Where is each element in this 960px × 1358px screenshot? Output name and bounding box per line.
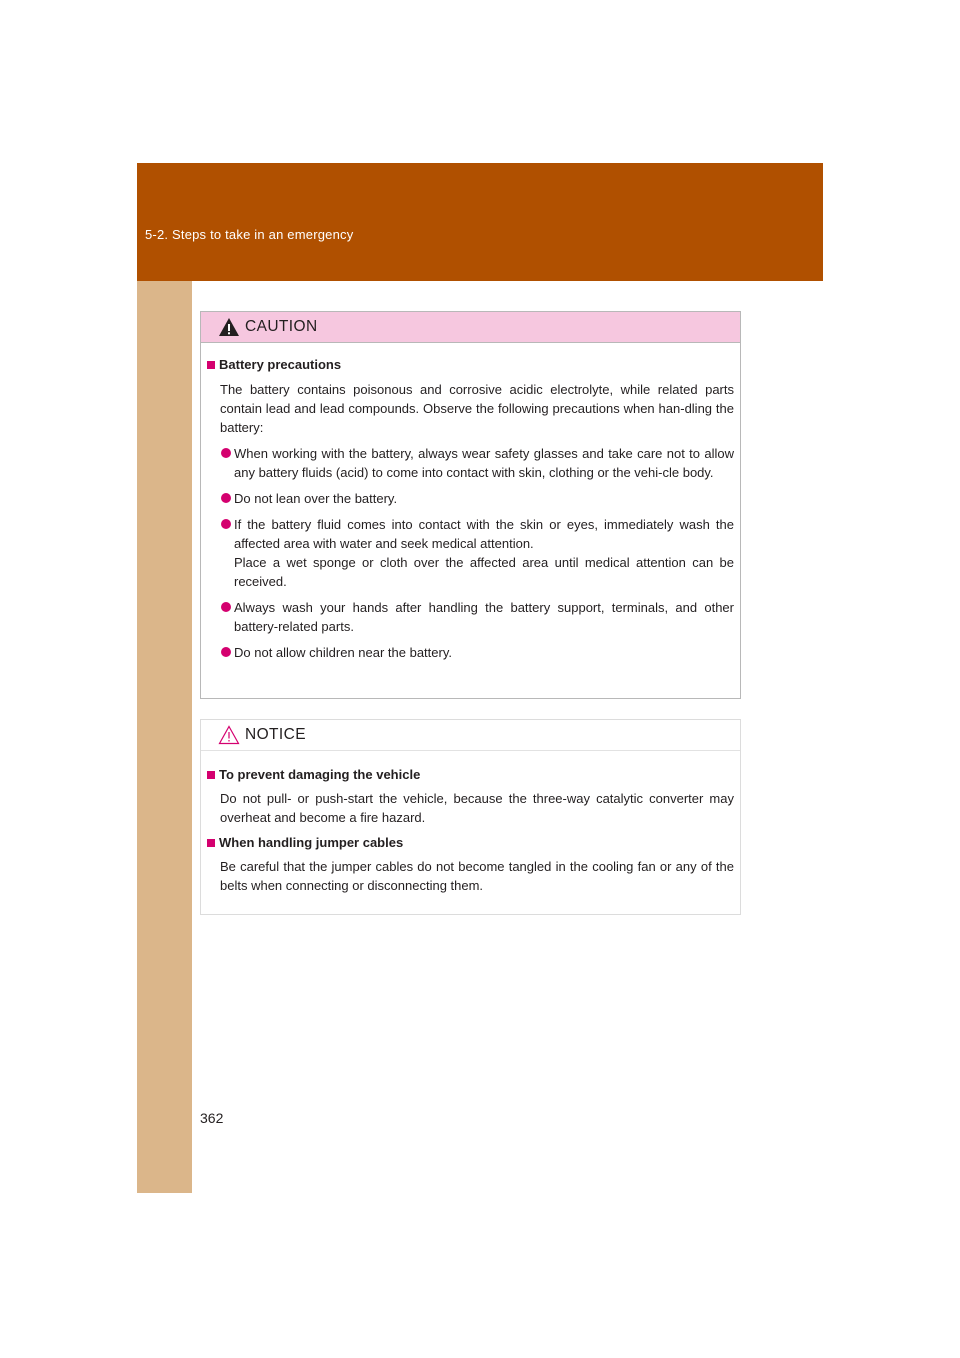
notice-body bbox=[201, 751, 740, 895]
caution-heading-text: Battery precautions bbox=[219, 357, 342, 372]
caution-heading bbox=[207, 355, 734, 374]
notice-heading bbox=[207, 765, 734, 784]
bullet-dot-icon bbox=[221, 493, 231, 503]
notice-heading-text: When handling jumper cables bbox=[219, 835, 404, 850]
caution-bullet-item bbox=[220, 515, 734, 591]
bullet-dot-icon bbox=[221, 448, 231, 458]
caution-bullet-text: Do not lean over the battery. bbox=[234, 491, 398, 506]
notice-label: NOTICE bbox=[245, 726, 306, 743]
notice-text: Do not pull- or push-start the vehicle, because the three-way catalytic converter may overheat and become a fire hazard. bbox=[220, 791, 734, 825]
caution-bullet-text: Always wash your hands after handling the battery support, terminals, and other battery-related parts. bbox=[234, 600, 734, 634]
square-bullet-icon bbox=[207, 361, 215, 369]
notice-box bbox=[200, 719, 741, 915]
caution-bullet-text: When working with the battery, always wear safety glasses and take care not to allow any battery fluids (acid) to come into contact with skin, clothing or the vehi-cle body. bbox=[234, 446, 734, 480]
bullet-dot-icon bbox=[221, 647, 231, 657]
notice-header bbox=[201, 720, 740, 751]
notice-warning-icon bbox=[218, 725, 240, 745]
square-bullet-icon bbox=[207, 839, 215, 847]
caution-bullet-text: Do not allow children near the battery. bbox=[234, 645, 452, 660]
caution-box bbox=[200, 311, 741, 699]
caution-bullet-text: If the battery fluid comes into contact with the skin or eyes, immediately wash the affected area with water and seek medical attention. bbox=[234, 517, 734, 551]
notice-text: Be careful that the jumper cables do not become tangled in the cooling fan or any of the belts when connecting or disconnecting them. bbox=[220, 859, 734, 893]
page-number: 362 bbox=[200, 1110, 224, 1126]
bullet-dot-icon bbox=[221, 519, 231, 529]
notice-heading bbox=[207, 833, 734, 852]
notice-heading-text: To prevent damaging the vehicle bbox=[219, 767, 421, 782]
warning-icon bbox=[218, 317, 240, 337]
square-bullet-icon bbox=[207, 771, 215, 779]
header-band bbox=[137, 163, 823, 281]
caution-body bbox=[201, 343, 740, 662]
caution-bullet-item bbox=[220, 643, 734, 662]
caution-header bbox=[201, 312, 740, 343]
side-strip bbox=[137, 281, 192, 1193]
caution-bullet-item bbox=[220, 489, 734, 508]
caution-bullet-item bbox=[220, 444, 734, 482]
caution-intro: The battery contains poisonous and corrosive acidic electrolyte, while related parts contain lead and lead compounds. Observe the following precautions when han-dling the battery: bbox=[220, 382, 734, 435]
caution-bullet-item bbox=[220, 598, 734, 636]
bullet-dot-icon bbox=[221, 602, 231, 612]
caution-bullet-extra: Place a wet sponge or cloth over the affected area until medical attention can be received. bbox=[234, 555, 734, 589]
caution-label: CAUTION bbox=[245, 318, 318, 335]
section-title: 5-2. Steps to take in an emergency bbox=[145, 227, 354, 242]
